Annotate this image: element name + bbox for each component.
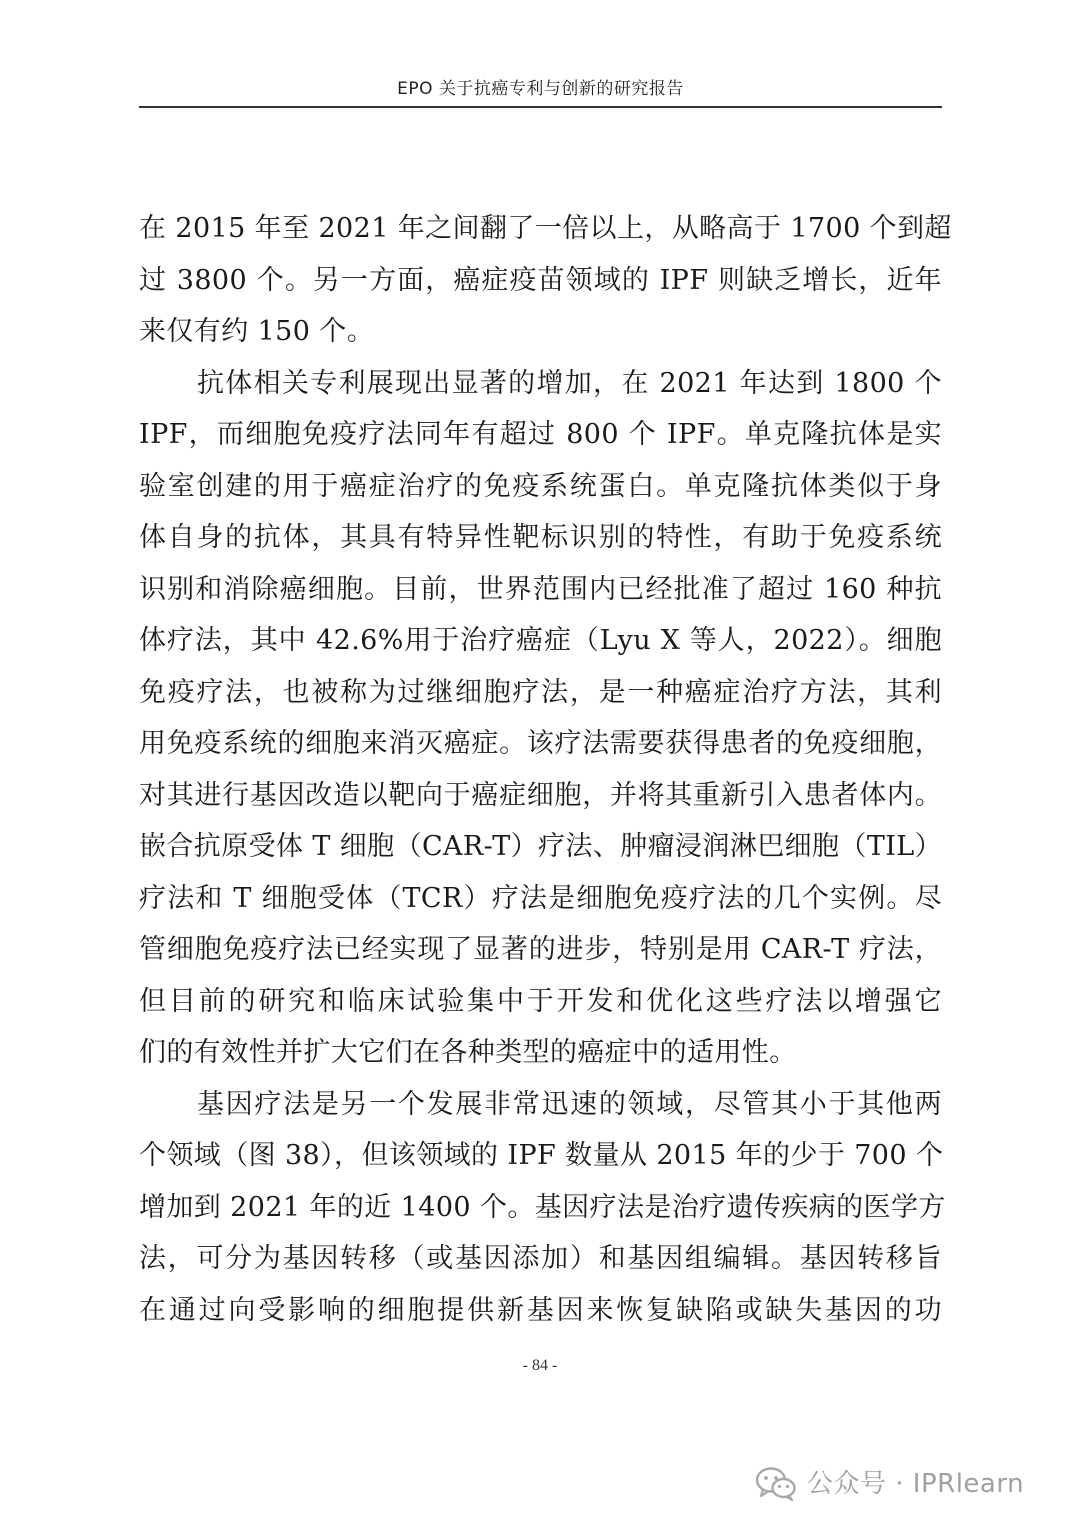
text-line: 抗体相关专利展现出显著的增加，在 2021 年达到 1800 个 [197,367,942,399]
text-line: 在 2015 年至 2021 年之间翻了一倍以上，从略高于 1700 个到超 [139,213,952,244]
text-line: 但目前的研究和临床试验集中于开发和优化这些疗法以增强它 [139,985,942,1017]
text-line: 嵌合抗原受体 T 细胞（CAR-T）疗法、肿瘤浸润淋巴细胞（TIL） [139,831,943,862]
report-title: EPO 关于抗癌专利与创新的研究报告 [397,79,684,99]
text-line: 增加到 2021 年的近 1400 个。基因疗法是治疗遗传疾病的医学方 [139,1191,946,1223]
text-line: 验室创建的用于癌症治疗的免疫系统蛋白。单克隆抗体类似于身 [139,470,942,502]
wechat-icon [755,1466,797,1502]
text-line: 体疗法，其中 42.6%用于治疗癌症（Lyu X 等人，2022）。细胞 [139,625,942,656]
text-line: 用免疫系统的细胞来消灭癌症。该疗法需要获得患者的免疫细胞， [139,728,942,759]
text-line: 体自身的抗体，其具有特异性靶标识别的特性，有助于免疫系统 [139,522,942,553]
text-line: 疗法和 T 细胞受体（TCR）疗法是细胞免疫疗法的几个实例。尽 [139,882,942,914]
text-line: 基因疗法是另一个发展非常迅速的领域，尽管其小于其他两 [197,1088,942,1120]
paragraph [139,203,952,358]
text-line: 们的有效性并扩大它们在各种类型的癌症中的适用性。 [139,1037,797,1068]
paragraph [139,358,942,1079]
text-line: 管细胞免疫疗法已经实现了显著的进步，特别是用 CAR-T 疗法， [139,934,942,965]
watermark-text: 公众号 · IPRlearn [807,1469,1025,1499]
watermark [755,1462,1024,1506]
text-line: 免疫疗法，也被称为过继细胞疗法，是一种癌症治疗方法，其利 [139,676,942,708]
text-line: 对其进行基因改造以靶向于癌症细胞，并将其重新引入患者体内。 [139,779,942,811]
text-line: IPF，而细胞免疫疗法同年有超过 800 个 IPF。单克隆抗体是实 [139,419,942,450]
paragraph [139,1079,946,1337]
page-number: - 84 - [522,1357,558,1374]
body-text [139,203,952,1336]
page-header [139,76,942,108]
text-line: 来仅有约 150 个。 [139,316,375,347]
text-line: 法，可分为基因转移（或基因添加）和基因组编辑。基因转移旨 [139,1243,942,1274]
text-line: 个领域（图 38），但该领域的 IPF 数量从 2015 年的少于 700 个 [139,1140,944,1171]
text-line: 过 3800 个。另一方面，癌症疫苗领域的 IPF 则缺乏增长，近年 [139,264,942,296]
text-line: 识别和消除癌细胞。目前，世界范围内已经批准了超过 160 种抗 [139,573,942,605]
text-line: 在通过向受影响的细胞提供新基因来恢复缺陷或缺失基因的功 [139,1294,942,1326]
